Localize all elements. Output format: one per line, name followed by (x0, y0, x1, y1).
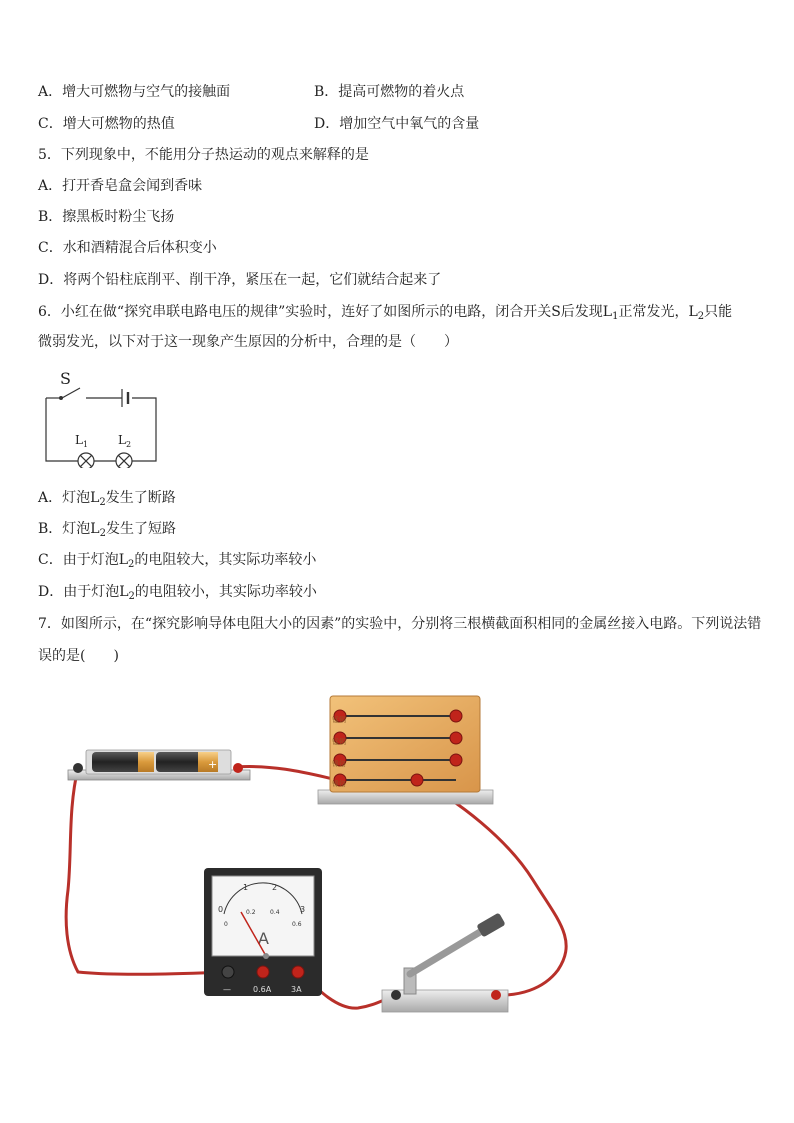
terminal-high-label: 3A (291, 985, 302, 994)
battery-plus-label: + (208, 758, 218, 771)
wire-battery-to-ammeter (66, 768, 226, 974)
scale-bottom-1: 0.2 (246, 909, 256, 916)
resistance-board (318, 696, 493, 804)
q6-option-b: B．灯泡$L_2$发生了短路 (38, 521, 176, 539)
board-label-2: 锰铜 (332, 738, 346, 746)
q7-stem-line2: 误的是( ) (38, 648, 119, 664)
q4-option-a: A．增大可燃物与空气的接触面 (38, 84, 231, 100)
wire-battery-to-board (236, 767, 338, 780)
q5-stem: 5．下列现象中，不能用分子热运动的观点来解释的是 (38, 147, 369, 163)
q6-option-a: A．灯泡$L_2$发生了断路 (38, 490, 176, 508)
battery-terminal-negative (73, 763, 83, 773)
lamp-l1-label: $L_1$ (75, 433, 89, 449)
terminal-minus-label: — (223, 985, 231, 994)
board-label-1: 锰铜 (332, 716, 346, 724)
switch-blade (62, 388, 80, 398)
q6-option-d: D．由于灯泡$L_2$的电阻较小，其实际功率较小 (38, 584, 317, 602)
q6-option-c: C．由于灯泡$L_2$的电阻较大，其实际功率较小 (38, 552, 317, 570)
lamp-l2-label: $L_2$ (118, 433, 132, 449)
q5-option-a: A．打开香皂盒会闻到香味 (38, 178, 203, 194)
scale-bottom-2: 0.4 (270, 909, 280, 916)
scale-top-1: 1 (243, 883, 249, 892)
q6-stem-line2: 微弱发光，以下对于这一现象产生原因的分析中，合理的是（ ） (38, 334, 458, 350)
ammeter-unit-label: A (258, 929, 269, 948)
scale-bottom-0: 0 (224, 921, 228, 928)
q4-option-c: C．增大可燃物的热值 (38, 116, 175, 132)
terminal-negative (222, 966, 234, 978)
battery-holder (68, 750, 250, 780)
switch-terminal-left (391, 990, 401, 1000)
switch-terminal-right (491, 990, 501, 1000)
resistance-experiment-illustration (38, 690, 598, 1030)
board-label-4: 镍铬 (332, 780, 346, 788)
scale-top-0: 0 (218, 905, 224, 914)
q6-stem-line1: 6．小红在做“探究串联电路电压的规律”实验时，连好了如图所示的电路，闭合开关S后发现$L_1$正常发光，$L_2$只能 (38, 304, 733, 322)
knife-switch (382, 912, 508, 1012)
q5-option-b: B．擦黑板时粉尘飞扬 (38, 209, 175, 225)
switch-pivot (59, 396, 63, 400)
q7-stem-line1: 7．如图所示，在“探究影响导体电阻大小的因素”的实验中，分别将三根横截面积相同的金属丝接入电路。下列说法错 (38, 616, 762, 632)
scale-bottom-3: 0.6 (292, 921, 302, 928)
battery-terminal-positive (233, 763, 243, 773)
wire-board-to-switch (417, 780, 566, 995)
board-label-3: 镍铬 (332, 760, 346, 768)
q5-option-d: D．将两个铅柱底削平、削干净，紧压在一起，它们就结合起来了 (38, 272, 442, 288)
lamp-l2 (116, 453, 132, 468)
q4-option-d: D．增加空气中氧气的含量 (314, 116, 480, 132)
q4-option-b: B．提高可燃物的着火点 (314, 84, 465, 100)
ammeter (204, 868, 322, 996)
terminal-0-6a (257, 966, 269, 978)
scale-top-2: 2 (272, 883, 278, 892)
scale-top-3: 3 (300, 905, 306, 914)
lamp-l1 (78, 453, 94, 468)
series-circuit-diagram (38, 360, 162, 468)
switch-label: S (60, 369, 71, 388)
q5-option-c: C．水和酒精混合后体积变小 (38, 240, 217, 256)
terminal-3a (292, 966, 304, 978)
terminal-low-label: 0.6A (253, 985, 272, 994)
